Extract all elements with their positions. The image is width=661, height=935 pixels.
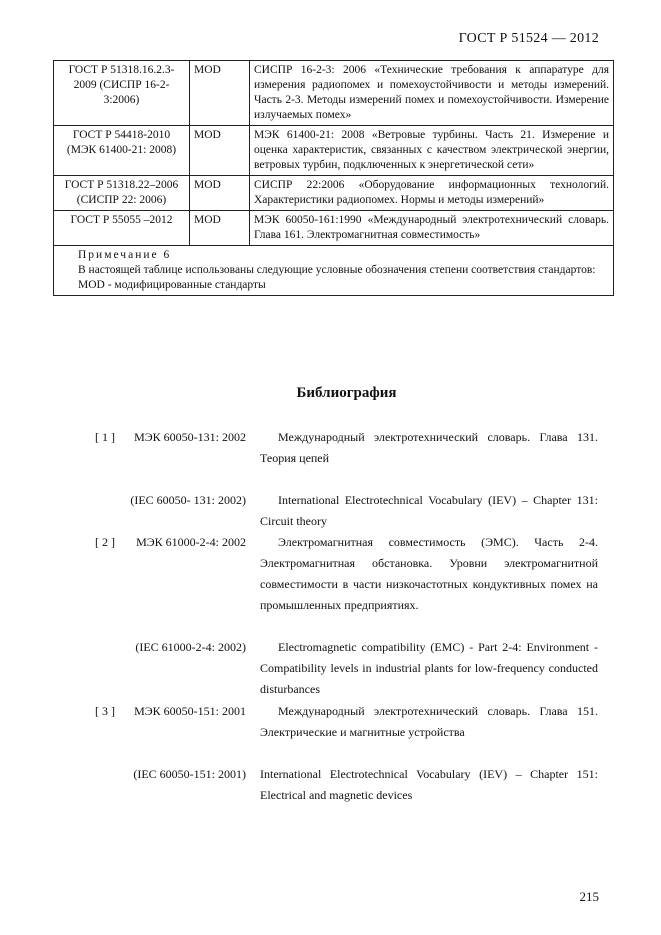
page-number: 215 xyxy=(579,889,599,904)
entry-description: Международный электротехнический словарь. Глава 151. Электрические и магнитные устройства xyxy=(260,704,598,739)
note-row xyxy=(54,246,614,296)
degree-cell: MOD xyxy=(190,176,250,211)
note-cell xyxy=(54,246,614,296)
entry-description-en: International Electrotechnical Vocabulary (IEV) – Chapter 151: Electrical and magnetic devices xyxy=(260,767,598,802)
standard-cell: ГОСТ Р 55055 –2012 xyxy=(54,211,190,246)
table-row xyxy=(54,126,614,176)
entry-reference: МЭК 60050-151: 2001 xyxy=(134,704,246,718)
degree-cell: MOD xyxy=(190,211,250,246)
degree-cell: MOD xyxy=(190,61,250,126)
entry-reference: МЭК 61000-2-4: 2002 xyxy=(136,535,246,549)
entry-description: Международный электротехнический словарь. Глава 131. Теория цепей xyxy=(260,430,598,465)
entry-number: [ 3 ] xyxy=(95,704,115,718)
standard-cell: ГОСТ Р 51318.16.2.3-2009 (СИСПР 16-2-3:2006) xyxy=(54,61,190,126)
entry-number: [ 1 ] xyxy=(95,430,115,444)
reference-cell: СИСПР 16-2-3: 2006 «Технические требования к аппаратуре для измерения радиопомех и помехоустойчивости и методы измерений. Часть 2-3. Методы измерений помех и помехоустойчивости. Измерение излучаемых помех» xyxy=(250,61,614,126)
note-mod: MOD - модифицированные стандарты xyxy=(78,279,266,291)
reference-cell: СИСПР 22:2006 «Оборудование информационных технологий. Характеристики радиопомех. Нормы и методы измерений» xyxy=(250,176,614,211)
entry-description-en: International Electrotechnical Vocabulary (IEV) – Chapter 131: Circuit theory xyxy=(260,493,598,528)
entry-number: [ 2 ] xyxy=(95,535,115,549)
entry-reference: МЭК 60050-131: 2002 xyxy=(134,430,246,444)
reference-cell: МЭК 61400-21: 2008 «Ветровые турбины. Часть 21. Измерение и оценка характеристик, связанных с качеством электрической энергии, ветровых турбин, подключенных к энергетической сети» xyxy=(250,126,614,176)
standard-cell: ГОСТ Р 54418-2010 (МЭК 61400-21: 2008) xyxy=(54,126,190,176)
page-header: ГОСТ Р 51524 — 2012 xyxy=(458,31,599,46)
degree-cell: MOD xyxy=(190,126,250,176)
entry-reference-en: (IEC 60050-151: 2001) xyxy=(133,767,246,781)
standards-table xyxy=(53,60,614,296)
table-row xyxy=(54,176,614,211)
entry-reference-en: (IEC 61000-2-4: 2002) xyxy=(135,640,246,654)
note-text: В настоящей таблице использованы следующие условные обозначения степени соответствия стандартов: xyxy=(78,264,596,276)
standard-cell: ГОСТ Р 51318.22–2006 (СИСПР 22: 2006) xyxy=(54,176,190,211)
entry-description-en: Electromagnetic compatibility (EMC) - Part 2-4: Environment - Compatibility levels in industrial plants for low-frequency conducted disturbances xyxy=(260,640,598,696)
bibliography-title: Библиография xyxy=(296,385,397,401)
table-row xyxy=(54,61,614,126)
note-title: Примечание 6 xyxy=(78,249,172,261)
entry-reference-en: (IEC 60050- 131: 2002) xyxy=(130,493,246,507)
table-row xyxy=(54,211,614,246)
entry-description: Электромагнитная совместимость (ЭМС). Часть 2-4. Электромагнитная обстановка. Уровни электромагнитной совместимости в части низкочастотных кондуктивных помех на промышленных предприятиях. xyxy=(260,535,598,612)
reference-cell: МЭК 60050-161:1990 «Международный электротехнический словарь. Глава 161. Электромагнитная совместимость» xyxy=(250,211,614,246)
